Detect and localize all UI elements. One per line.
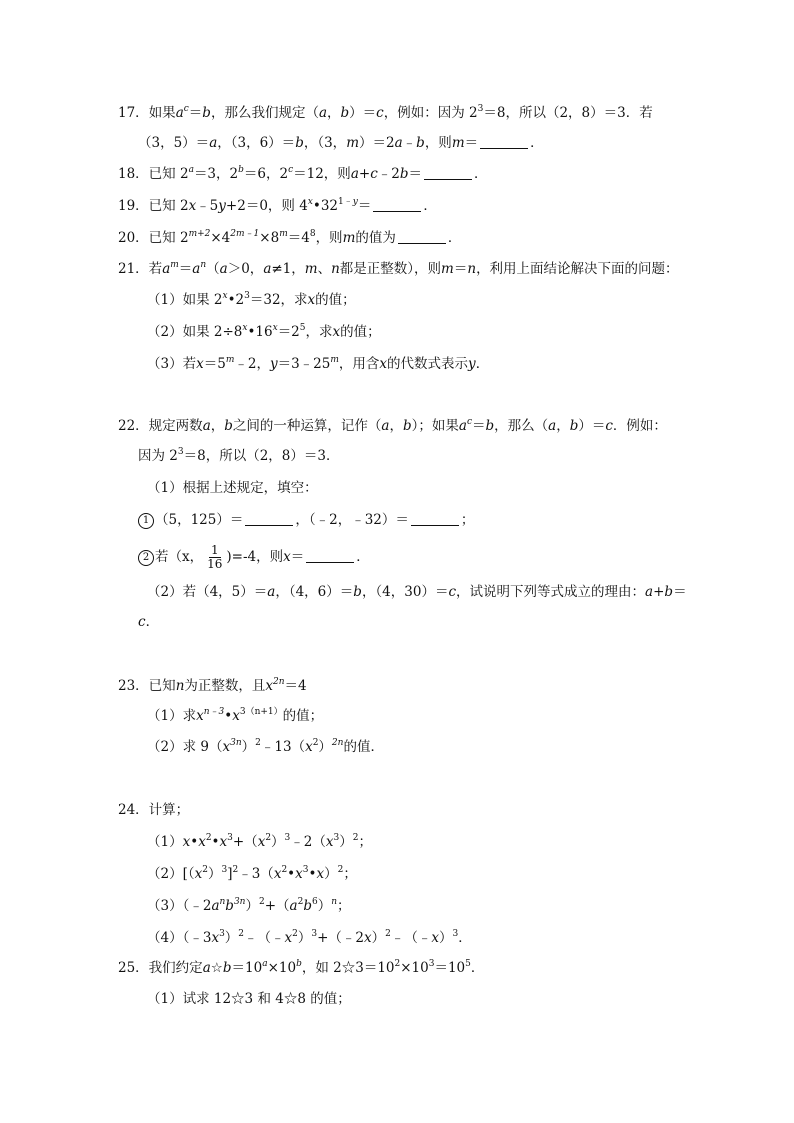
answer-blank[interactable] <box>480 134 528 149</box>
question-24-part-2: $(2)[(x^2)^3]^2﹣3(x^2•x^3•x)^2$； <box>147 865 357 882</box>
question-21-part-1: （1）如果 $2^x•2^3=32$，求x的值； <box>147 291 356 308</box>
answer-blank[interactable] <box>306 548 354 563</box>
answer-blank[interactable] <box>398 229 446 244</box>
question-23-part-1: （1）求$x^{n﹣3}•x^{3(n+1)}$的值； <box>147 707 324 724</box>
answer-blank[interactable] <box>373 197 421 212</box>
question-21-part-2: （2）如果 $2\div 8^x•16^x=2^5$，求x的值； <box>147 323 381 340</box>
question-22-part-2-continued: c． <box>138 614 160 630</box>
question-20: 20．已知 $2^{m+2}\times 4^{2m﹣1}\times 8^m=4^8$，则m的值为 ． <box>118 229 462 246</box>
question-22-part-1: （1）根据上述规定，填空： <box>147 480 318 496</box>
question-17-line-1: 17．如果$a^c=b$，那么我们规定（a，b）＝c，例如：因为 $2^3=8$，所以（2，8）＝3．若 <box>118 104 653 121</box>
question-22-line-2: 因为 $2^3=8$，所以（2，8）＝3． <box>138 447 340 464</box>
question-22-item-1: 1 （5，125）＝ ，（﹣2，﹣32）＝ ； <box>138 510 474 530</box>
answer-blank[interactable] <box>245 511 293 526</box>
question-22-part-2: （2）若（4，5）＝a，（4，6）＝b，（4，30）＝c，试说明下列等式成立的理由：a+b＝ <box>147 584 687 600</box>
circled-number-1: 1 <box>138 513 154 529</box>
answer-blank[interactable] <box>411 511 459 526</box>
question-24-part-1: $(1)x•x^2•x^3+(x^2)^3﹣2(x^3)^2$； <box>147 833 372 850</box>
question-18: 18．已知 $2^a=3$，$2^b=6$，$2^c=12$，则a+c﹣2b＝ ． <box>118 165 488 182</box>
circled-number-2: 2 <box>138 550 154 566</box>
question-23-stem: 23．已知n为正整数，且$x^{2n}=4$ <box>118 677 307 694</box>
question-25-part-1: （1）试求 12☆3 和 4☆8 的值； <box>147 991 351 1007</box>
answer-blank[interactable] <box>424 165 472 180</box>
question-24-stem: 24．计算； <box>118 802 190 818</box>
question-21-part-3: （3）若$x=5^m﹣2$，$y=3﹣25^m$，用含x的代数式表示y． <box>147 355 490 372</box>
fraction-one-sixteenth: $\frac{1}{16}$ <box>207 543 223 571</box>
question-23-part-2: （2）求 $9(x^{3n})^2﹣13(x^2)^{2n}$的值． <box>147 738 384 755</box>
question-25-stem: 25．我们约定$a☆b=10^a\times 10^b$，如 $2☆3=10^2\times 10^3=10^5$． <box>118 959 485 976</box>
question-22-item-2: 2 若（x， $\frac{1}{16}$ )=-4，则x＝ ． <box>138 542 370 572</box>
question-24-part-3: $(3)(﹣2a^nb^{3n})^2+(a^2b^6)^n$； <box>147 897 351 914</box>
question-24-part-4: $(4)(﹣3x^3)^2﹣(﹣x^2)^3+(﹣2x)^2﹣(﹣x)^3$． <box>147 929 472 946</box>
question-19: 19．已知 2x﹣5y+2＝0，则 $4^x•32^{1﹣y}=$ ． <box>118 197 437 214</box>
question-22-line-1: 22．规定两数a，b之间的一种运算，记作（a，b）；如果$a^c=b$，那么（a，b）＝c．例如： <box>118 417 667 434</box>
question-21-stem: 21．若$a^m=a^n(a>0$，a≠1，m、n都是正整数），则m＝n，利用上面结论解决下面的问题： <box>118 260 679 277</box>
question-17-line-2: （3，5）＝a，（3，6）＝b，（3，m）＝2a﹣b，则m＝ ． <box>138 135 544 151</box>
